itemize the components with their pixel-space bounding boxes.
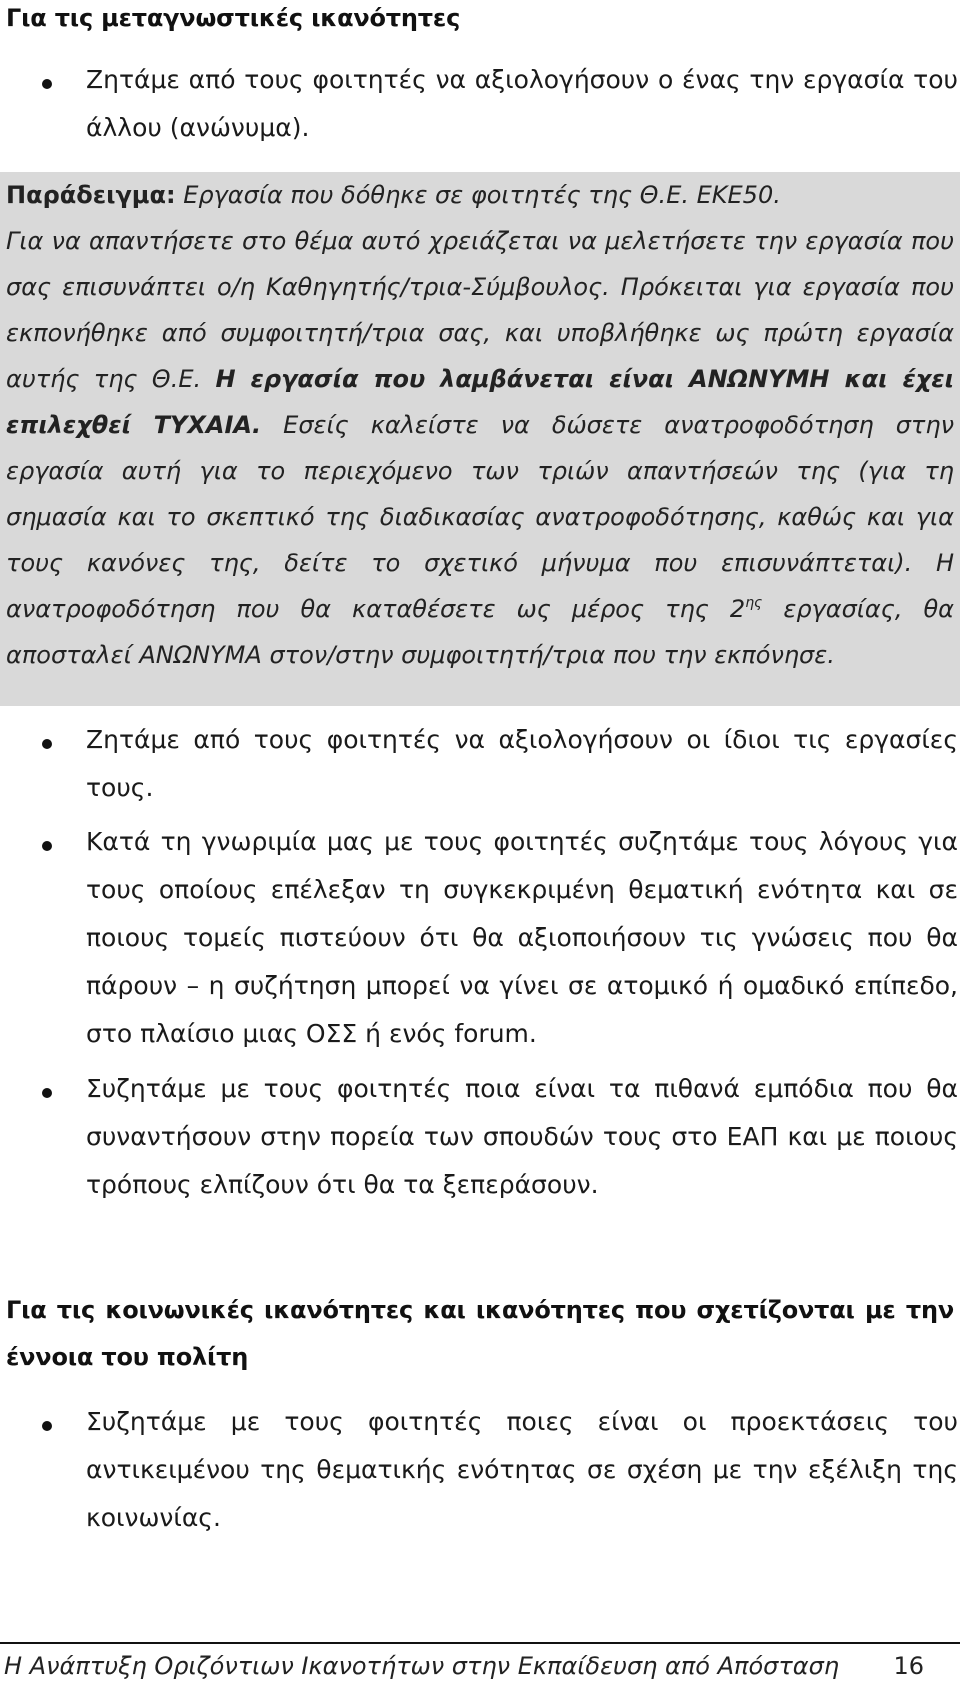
bullet-icon xyxy=(42,1088,52,1098)
example-box xyxy=(0,172,960,706)
example-title-line xyxy=(6,172,954,218)
bullet-icon xyxy=(42,1421,52,1431)
list-item-text: Ζητάμε από τους φοιτητές να αξιολογήσουν οι ίδιοι τις εργασίες τους. xyxy=(86,725,958,802)
section-heading-social: Για τις κοινωνικές ικανότητες και ικανότητες που σχετίζονται με την έννοια του πολίτη xyxy=(6,1296,954,1371)
example-text-2: Εσείς καλείστε να δώσετε ανατροφοδότηση στην εργασία αυτή για το περιεχόμενο των τριών απαντήσεών της (για τη σημασία και το σκεπτικό της διαδικασίας ανατροφοδότησης, καθώς και για τους κανόνες της, δείτε το σχετικό μήνυμα που επισυνάπτεται). Η ανατροφοδότηση που θα καταθέσετε ως μέρος της 2 xyxy=(6,411,954,623)
list-item-text: Συζητάμε με τους φοιτητές ποιες είναι οι προεκτάσεις του αντικειμένου της θεματικής ενότητας σε σχέση με την εξέλιξη της κοινωνίας. xyxy=(86,1407,958,1532)
bullet-icon xyxy=(42,739,52,749)
example-text-1: Για να απαντήσετε στο θέμα αυτό χρειάζεται να μελετήσετε την εργασία που σας επισυνάπτει ο/η Καθηγητής/τρια-Σύμβουλος. Πρόκειται για εργασία που εκπονήθηκε από συμφοιτητή/τρια σας, και υποβλήθηκε ως πρώτη εργασία αυτής της Θ.Ε. xyxy=(6,227,954,393)
footer-title: Η Ανάπτυξη Οριζόντιων Ικανοτήτων στην Εκπαίδευση από Απόσταση xyxy=(4,1652,840,1680)
example-label-rest: Εργασία που δόθηκε σε φοιτητές της Θ.Ε. ΕΚΕ50. xyxy=(183,181,781,209)
example-emphasis: Η εργασία που λαμβάνεται είναι ΑΝΩΝΥΜΗ και έχει επιλεχθεί ΤΥΧΑΙΑ. xyxy=(6,365,954,439)
list-item-text: Συζητάμε με τους φοιτητές ποια είναι τα πιθανά εμπόδια που θα συναντήσουν στην πορεία των σπουδών τους στο ΕΑΠ και με ποιους τρόπους ελπίζουν ότι θα τα ξεπεράσουν. xyxy=(86,1074,958,1199)
list-item-text: Ζητάμε από τους φοιτητές να αξιολογήσουν ο ένας την εργασία του άλλου (ανώνυμα). xyxy=(86,65,958,142)
page-number: 16 xyxy=(893,1652,924,1680)
section-heading-metacognitive: Για τις μεταγνωστικές ικανότητες xyxy=(6,4,461,32)
list-item-text: Κατά τη γνωριμία μας με τους φοιτητές συζητάμε τους λόγους για τους οποίους επέλεξαν τη συγκεκριμένη θεματική ενότητα και σε ποιους τομείς πιστεύουν ότι θα αξιοποιήσουν τις γνώσεις που θα πάρουν – η συζήτηση μπορεί να γίνει σε ατομικό ή ομαδικό επίπεδο, στο πλαίσιο μιας ΟΣΣ ή ενός forum. xyxy=(86,827,958,1048)
example-paragraph xyxy=(6,218,954,678)
ordinal-suffix: ης xyxy=(745,595,763,611)
footer-divider xyxy=(0,1642,960,1644)
bullet-icon xyxy=(42,79,52,89)
example-text-3: εργασίας, θα αποσταλεί ΑΝΩΝΥΜΑ στον/στην συμφοιτητή/τρια που την εκπόνησε. xyxy=(6,595,954,669)
bullet-icon xyxy=(42,841,52,851)
example-label: Παράδειγμα: xyxy=(6,181,176,209)
